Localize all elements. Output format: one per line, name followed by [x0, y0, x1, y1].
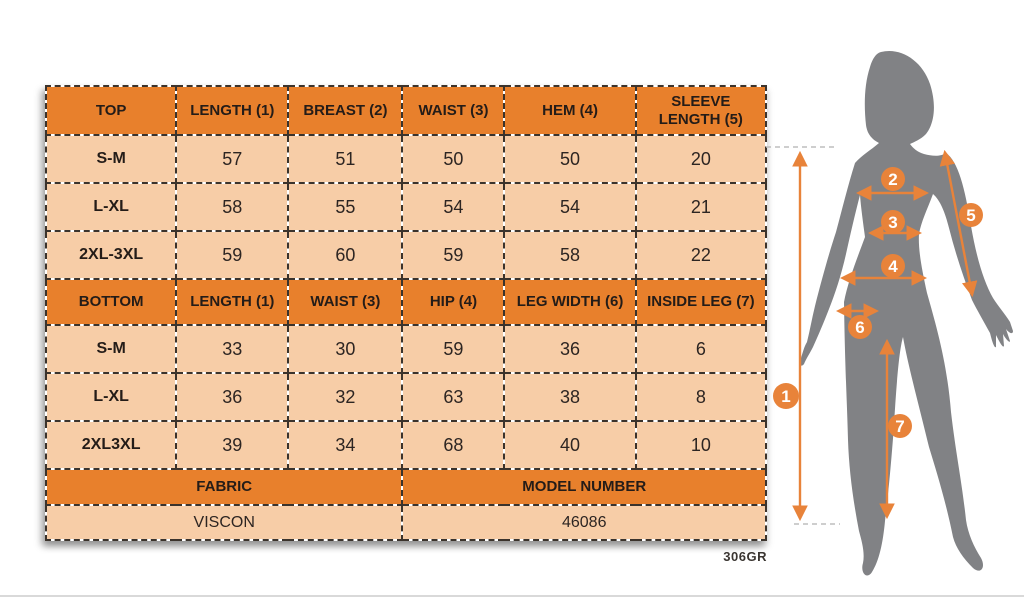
value-cell: 22 [636, 231, 766, 279]
table-row [46, 421, 766, 469]
value-cell: 33 [176, 325, 288, 373]
style-code: 306GR [723, 549, 767, 564]
marker-7: 7 [895, 417, 905, 436]
value-cell: 58 [504, 231, 635, 279]
value-cell: 59 [402, 231, 504, 279]
model-number-value: 46086 [402, 505, 766, 540]
model-number-header: MODEL NUMBER [402, 469, 766, 505]
header-waist-3: WAIST (3) [402, 86, 504, 135]
value-cell: 55 [288, 183, 402, 231]
value-cell: 10 [636, 421, 766, 469]
table-row [46, 373, 766, 421]
value-cell: 50 [504, 135, 635, 183]
header-top: TOP [46, 86, 176, 135]
size-label: L-XL [46, 183, 176, 231]
header-sleeve-length-5: SLEEVE LENGTH (5) [636, 86, 766, 135]
table-row [46, 135, 766, 183]
bottom-divider [0, 595, 1024, 597]
value-cell: 20 [636, 135, 766, 183]
header-inside-leg-7: INSIDE LEG (7) [636, 279, 766, 325]
value-cell: 6 [636, 325, 766, 373]
value-cell: 34 [288, 421, 402, 469]
marker-5: 5 [966, 206, 976, 225]
value-cell: 54 [402, 183, 504, 231]
value-cell: 59 [176, 231, 288, 279]
value-cell: 36 [176, 373, 288, 421]
size-label: L-XL [46, 373, 176, 421]
table-row [46, 183, 766, 231]
size-label: 2XL3XL [46, 421, 176, 469]
marker-6: 6 [855, 318, 865, 337]
value-cell: 8 [636, 373, 766, 421]
marker-1: 1 [781, 387, 791, 406]
size-label: 2XL-3XL [46, 231, 176, 279]
fabric-value: VISCON [46, 505, 402, 540]
value-cell: 36 [504, 325, 635, 373]
header-hip-4: HIP (4) [402, 279, 504, 325]
value-cell: 60 [288, 231, 402, 279]
value-cell: 30 [288, 325, 402, 373]
marker-4: 4 [888, 257, 898, 276]
table-row [46, 231, 766, 279]
value-cell: 21 [636, 183, 766, 231]
bottom-header-row [46, 279, 766, 325]
info-value-row [46, 505, 766, 540]
size-chart-table [45, 85, 767, 541]
value-cell: 40 [504, 421, 635, 469]
header-length-1: LENGTH (1) [176, 86, 288, 135]
header-hem-4: HEM (4) [504, 86, 635, 135]
size-label: S-M [46, 325, 176, 373]
value-cell: 54 [504, 183, 635, 231]
woman-silhouette-icon [800, 51, 1013, 576]
size-label: S-M [46, 135, 176, 183]
value-cell: 63 [402, 373, 504, 421]
header-waist-3: WAIST (3) [288, 279, 402, 325]
info-header-row [46, 469, 766, 505]
value-cell: 58 [176, 183, 288, 231]
value-cell: 38 [504, 373, 635, 421]
fabric-header: FABRIC [46, 469, 402, 505]
value-cell: 68 [402, 421, 504, 469]
header-bottom: BOTTOM [46, 279, 176, 325]
measurement-figure [760, 30, 1024, 603]
value-cell: 59 [402, 325, 504, 373]
header-length-1: LENGTH (1) [176, 279, 288, 325]
header-breast-2: BREAST (2) [288, 86, 402, 135]
table-row [46, 325, 766, 373]
marker-3: 3 [888, 213, 898, 232]
top-header-row [46, 86, 766, 135]
value-cell: 32 [288, 373, 402, 421]
value-cell: 57 [176, 135, 288, 183]
value-cell: 39 [176, 421, 288, 469]
value-cell: 51 [288, 135, 402, 183]
header-leg-width-6: LEG WIDTH (6) [504, 279, 635, 325]
value-cell: 50 [402, 135, 504, 183]
marker-2: 2 [888, 170, 898, 189]
